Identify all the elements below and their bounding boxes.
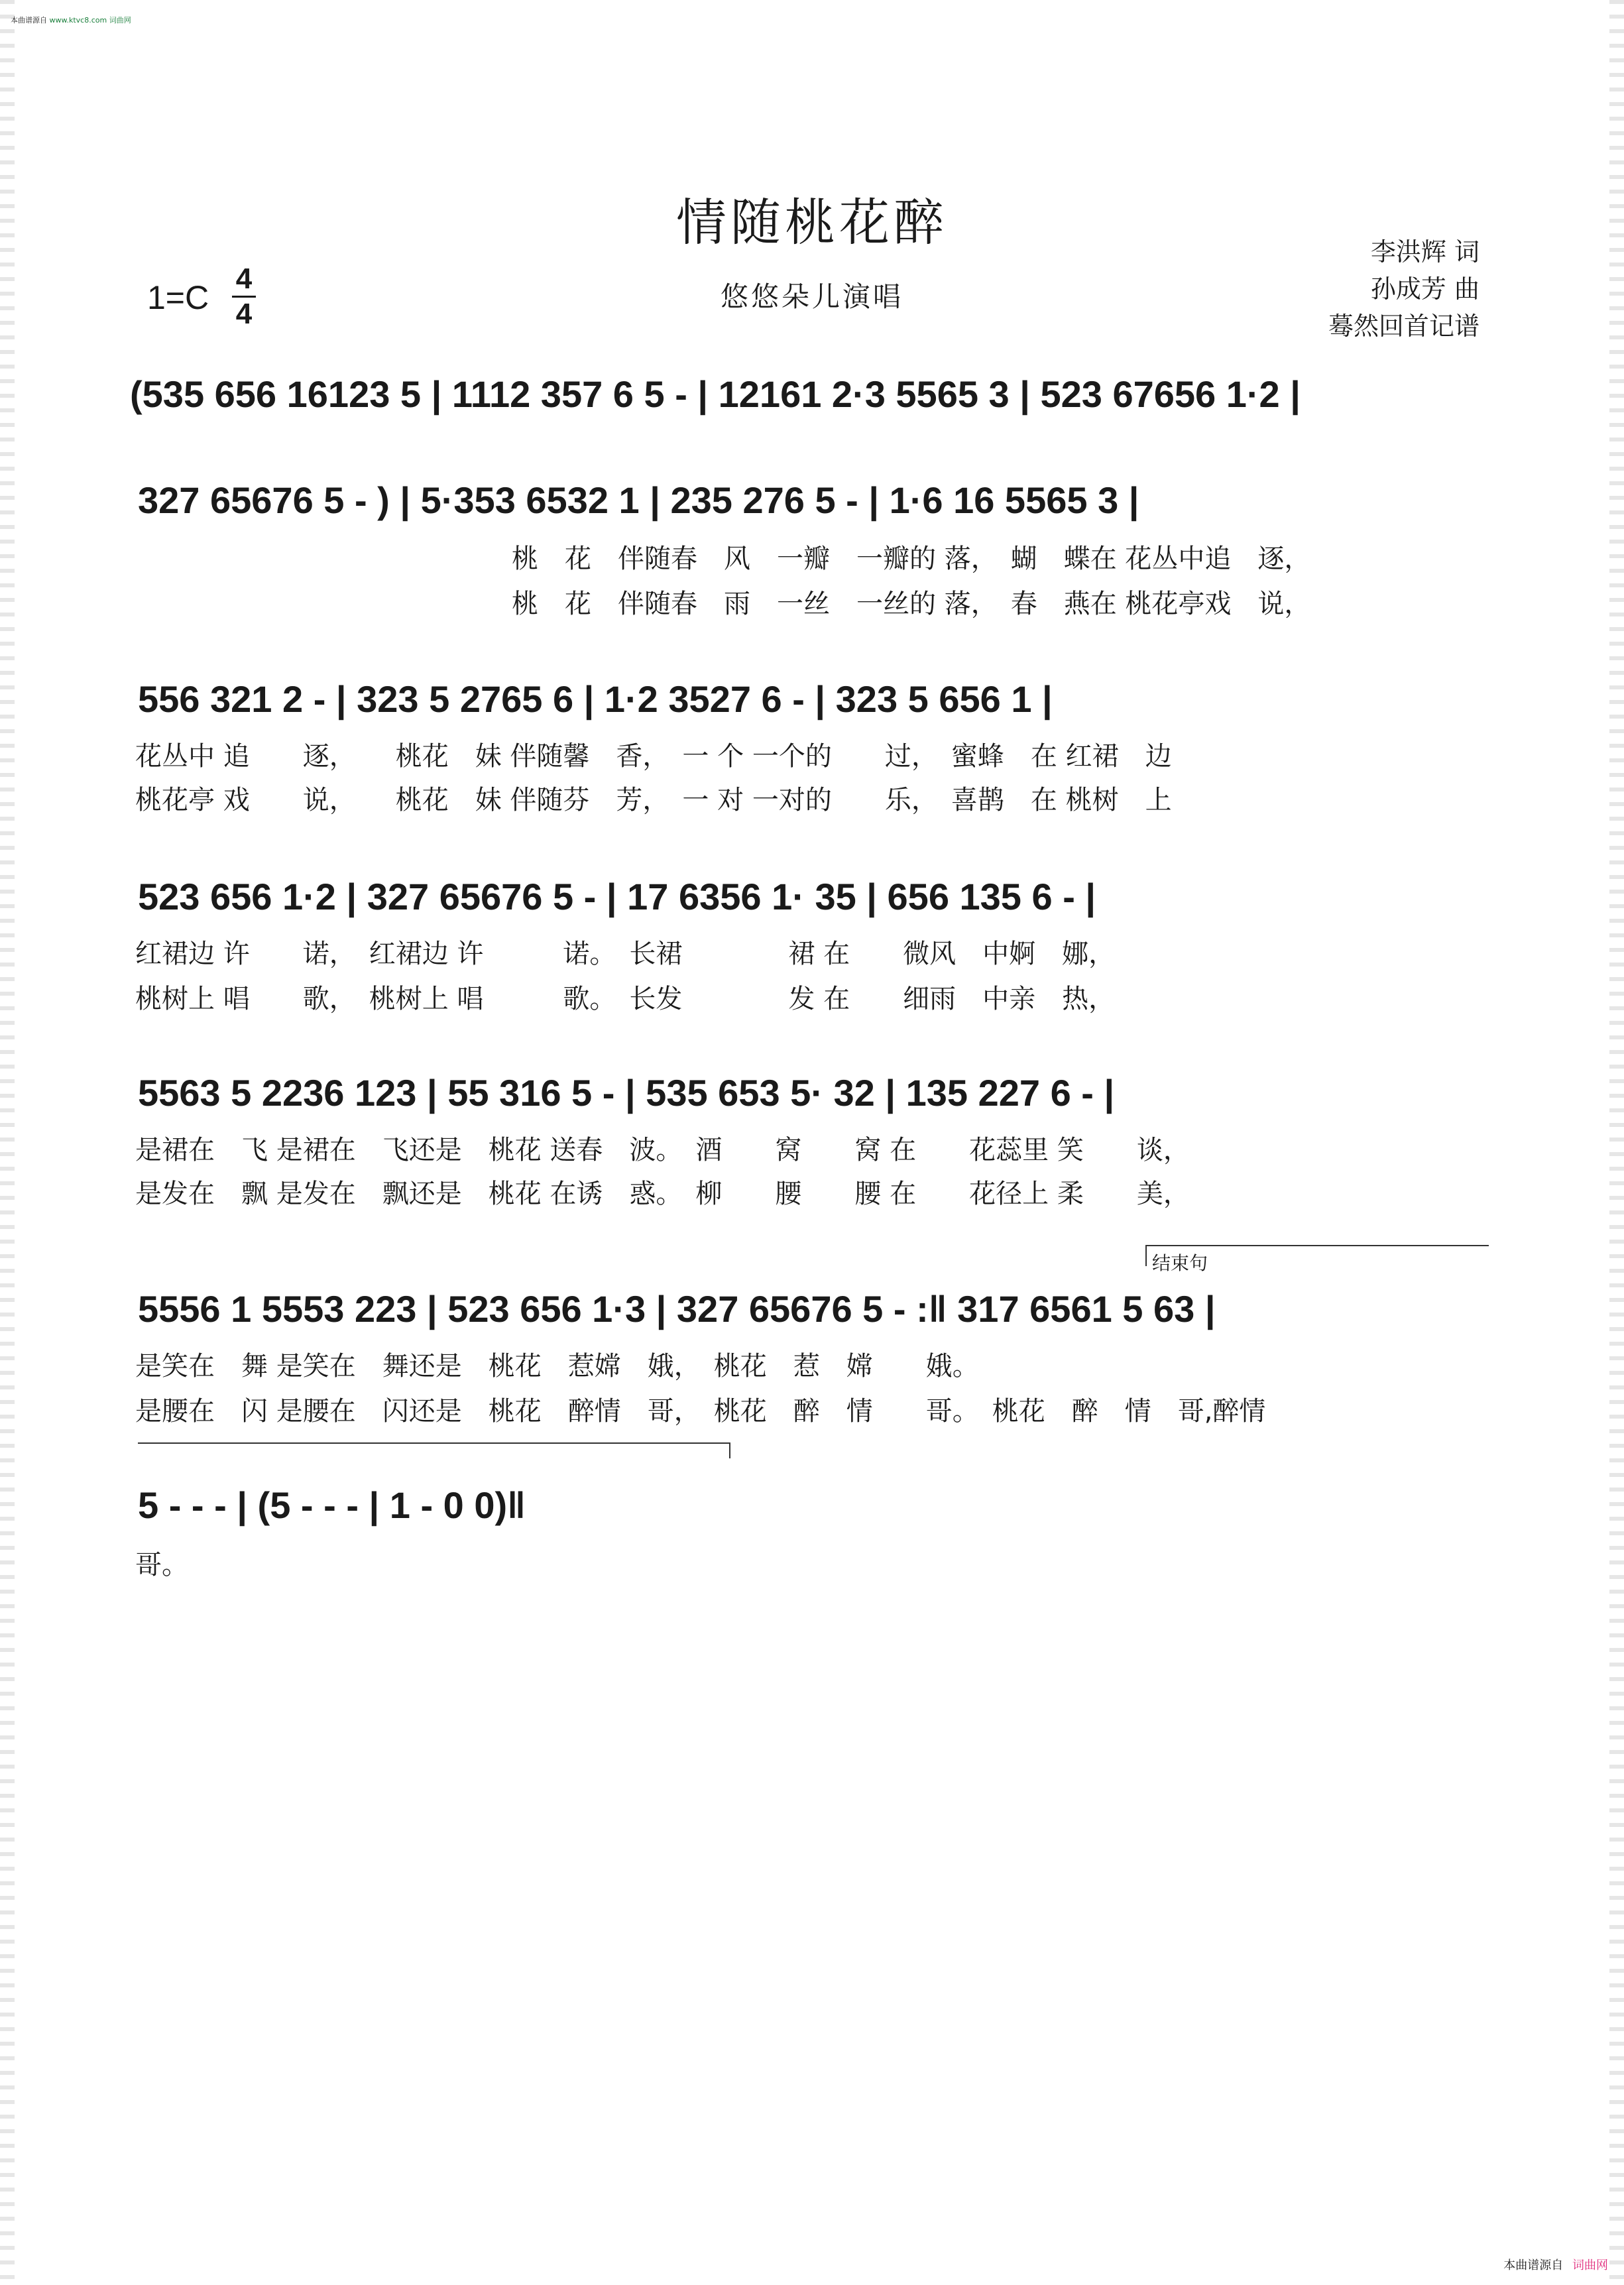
lyric-line-1: 是笑在 舞 是笑在 舞还是 桃花 惹嫦 娥， 桃花 惹 嫦 娥。 [135,1351,979,1381]
footer-source-text: 本曲谱源自 [1503,2258,1564,2272]
music-line: 5563 5 2236 123 | 55 316 5 - | 535 653 5· 32 | 135 227 6 - | [138,1072,1115,1114]
left-border-stripe [0,0,15,2285]
lyric-line-1: 桃 花 伴随春 风 一瓣 一瓣的 落， 蝴 蝶在 花丛中追 逐， [512,544,1311,574]
time-signature-top: 4 [235,263,253,295]
transcriber-credit: 蓦然回首记谱 [1328,312,1479,341]
music-line: 5556 1 5553 223 | 523 656 1·3 | 327 65676 5 - :‖ 317 6561 5 63 | [138,1288,1216,1330]
composer-credit: 孙成芳 曲 [1370,274,1479,304]
lyric-line-1: 是裙在 飞 是裙在 飞还是 桃花 送春 波。 酒 窝 窝 在 花蕊里 笑 谈， [135,1135,1190,1165]
time-signature [231,263,257,331]
footer-brand-link[interactable]: 词曲网 [1572,2258,1608,2272]
page-title: 情随桃花醉 [676,193,948,252]
lyric-line-1: 花丛中 追 逐， 桃花 妹 伴随馨 香， 一 个 一个的 过， 蜜蜂 在 红裙 边 [135,741,1172,772]
credits [1328,233,1479,345]
music-line: (535 656 16123 5 | 1112 357 6 5 - | 12161 2·3 5565 3 | 523 67656 1·2 | [130,373,1301,415]
lyric-line-2: 是发在 飘 是发在 飘还是 桃花 在诱 惑。 柳 腰 腰 在 花径上 柔 美， [135,1179,1190,1209]
footer-logo [1503,2256,1608,2273]
header-site-link[interactable]: www.ktvc8.com 词曲网 [49,16,131,25]
music-line: 327 65676 5 - ) | 5·353 6532 1 | 235 276 5 - | 1·6 16 5565 3 | [138,479,1139,521]
lyric-line-1: 哥。 [135,1550,188,1580]
key-signature: 1=C [147,279,209,316]
music-line: 5 - - - | (5 - - - | 1 - 0 0)‖ [138,1484,526,1526]
performer-line: 悠悠朵儿演唱 [720,280,903,313]
lyric-line-2: 桃花亭 戏 说， 桃花 妹 伴随芬 芳， 一 对 一对的 乐， 喜鹊 在 桃树 上 [135,785,1172,815]
lyric-line-1: 红裙边 许 诺， 红裙边 许 诺。 长裙 裙 在 微风 中婀 娜， [135,939,1116,969]
repeat-bracket [138,1442,730,1458]
lyric-line-2: 桃树上 唱 歌， 桃树上 唱 歌。 长发 发 在 细雨 中亲 热， [135,984,1116,1014]
lyricist-credit: 李洪辉 词 [1370,237,1479,266]
music-line: 556 321 2 - | 323 5 2765 6 | 1·2 3527 6 - | 323 5 656 1 | [138,678,1053,720]
lyric-line-2: 桃 花 伴随春 雨 一丝 一丝的 落， 春 燕在 桃花亭戏 说， [512,589,1311,619]
right-border-stripe [1609,0,1624,2285]
coda-label: 结束句 [1152,1252,1208,1274]
header-source [11,15,131,25]
time-signature-bottom: 4 [235,298,253,330]
lyric-line-2: 是腰在 闪 是腰在 闪还是 桃花 醉情 哥， 桃花 醉 情 哥。 桃花 醉 情 哥,醉情 [135,1396,1266,1427]
header-source-text: 本曲谱源自 [11,16,47,25]
music-line: 523 656 1·2 | 327 65676 5 - | 17 6356 1· 35 | 656 135 6 - | [138,876,1096,917]
